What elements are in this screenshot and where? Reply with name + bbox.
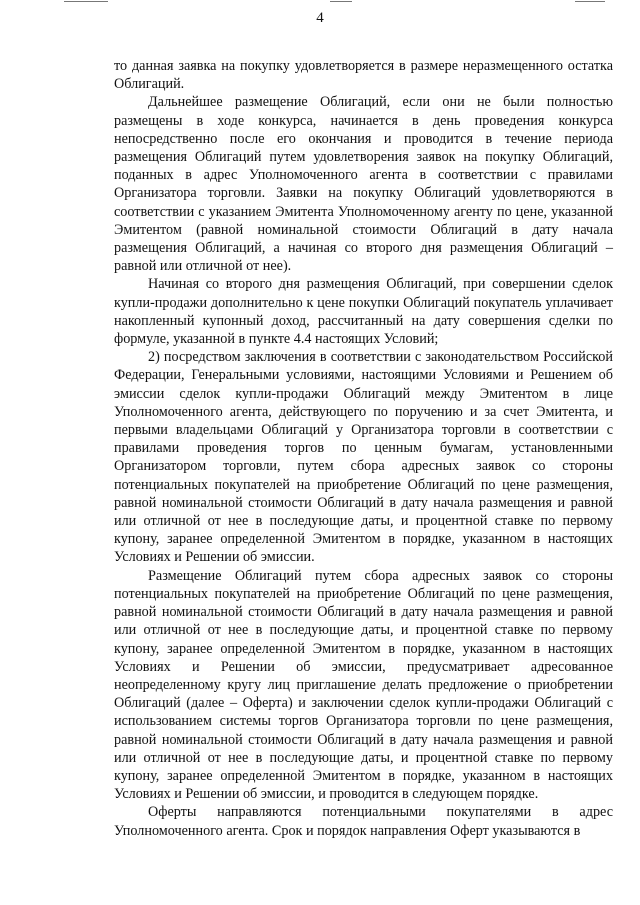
paragraph-address-orders: Размещение Облигаций путем сбора адресных заявок со стороны потенциальных покупателей на приобретение Облигаций по цене размещения, равной номинальной стоимости Облигаций в дату начала размещения и равной или отличной от нее в последующие даты, и процентной ставке по первому купону, заранее определенной Эмитентом в порядке, указанном в настоящих Условиях и Решении об эмиссии, предусматривает адресованное неопределенному кругу лиц приглашение делать предложение о приобретении Облигаций (далее – Оферта) и заключении сделок купли-продажи Облигаций с использованием системы торгов Организатора торговли по цене размещения, равной номинальной стоимости Облигаций в дату начала размещения и равной или отличной от нее в последующие даты, и процентной ставке по первому купону, заранее определенной Эмитентом в порядке, указанном в настоящих Условиях и Решении об эмиссии, и проводится в следующем порядке. <box>114 567 613 803</box>
paragraph-further-placement: Дальнейшее размещение Облигаций, если они не были полностью размещены в ходе конкурса, начинается в день проведения конкурса непосредственно после его окончания и проводится в течение периода размещения Облигаций путем удовлетворения заявок на покупку Облигаций, поданных в адрес Уполномоченного агента в соответствии с правилами Организатора торговли. Заявки на покупку Облигаций удовлетворяются в соответствии с указанием Эмитента Уполномоченному агенту по цене, указанной Эмитентом (равной номинальной стоимости Облигаций в дату начала размещения Облигаций, а начиная со второго дня размещения Облигаций – равной или отличной от нее). <box>114 94 613 275</box>
paragraph-offers: Оферты направляются потенциальными покупателями в адрес Уполномоченного агента. Срок и порядок направления Оферт указываются в <box>114 804 613 839</box>
page-number: 4 <box>316 10 324 26</box>
scan-edge-artifact <box>0 0 640 3</box>
paragraph-method-2: 2) посредством заключения в соответствии с законодательством Российской Федерации, Генеральными условиями, настоящими Условиями и Решением об эмиссии сделок купли-продажи Облигаций между Эмитентом в лице Уполномоченного агента, действующего по поручению и за счет Эмитента, и первыми владельцами Облигаций у Организатора торговли в соответствии с правилами проведения торгов по ценным бумагам, установленными Организатором торговли, путем сбора адресных заявок со стороны потенциальных покупателей на приобретение Облигаций по цене размещения, равной номинальной стоимости Облигаций в дату начала размещения и равной или отличной от нее в последующие даты, и процентной ставке по первому купону, заранее определенной Эмитентом в порядке, указанном в настоящих Условиях и Решении об эмиссии. <box>114 349 613 566</box>
paragraph-accrued-coupon: Начиная со второго дня размещения Облигаций, при совершении сделок купли-продажи дополнительно к цене покупки Облигаций покупатель уплачивает накопленный купонный доход, рассчитанный на дату совершения сделки по формуле, указанной в пункте 4.4 настоящих Условий; <box>114 276 613 348</box>
document-body <box>114 57 613 840</box>
paragraph-continuation: то данная заявка на покупку удовлетворяется в размере неразмещенного остатка Облигаций. <box>114 58 613 93</box>
